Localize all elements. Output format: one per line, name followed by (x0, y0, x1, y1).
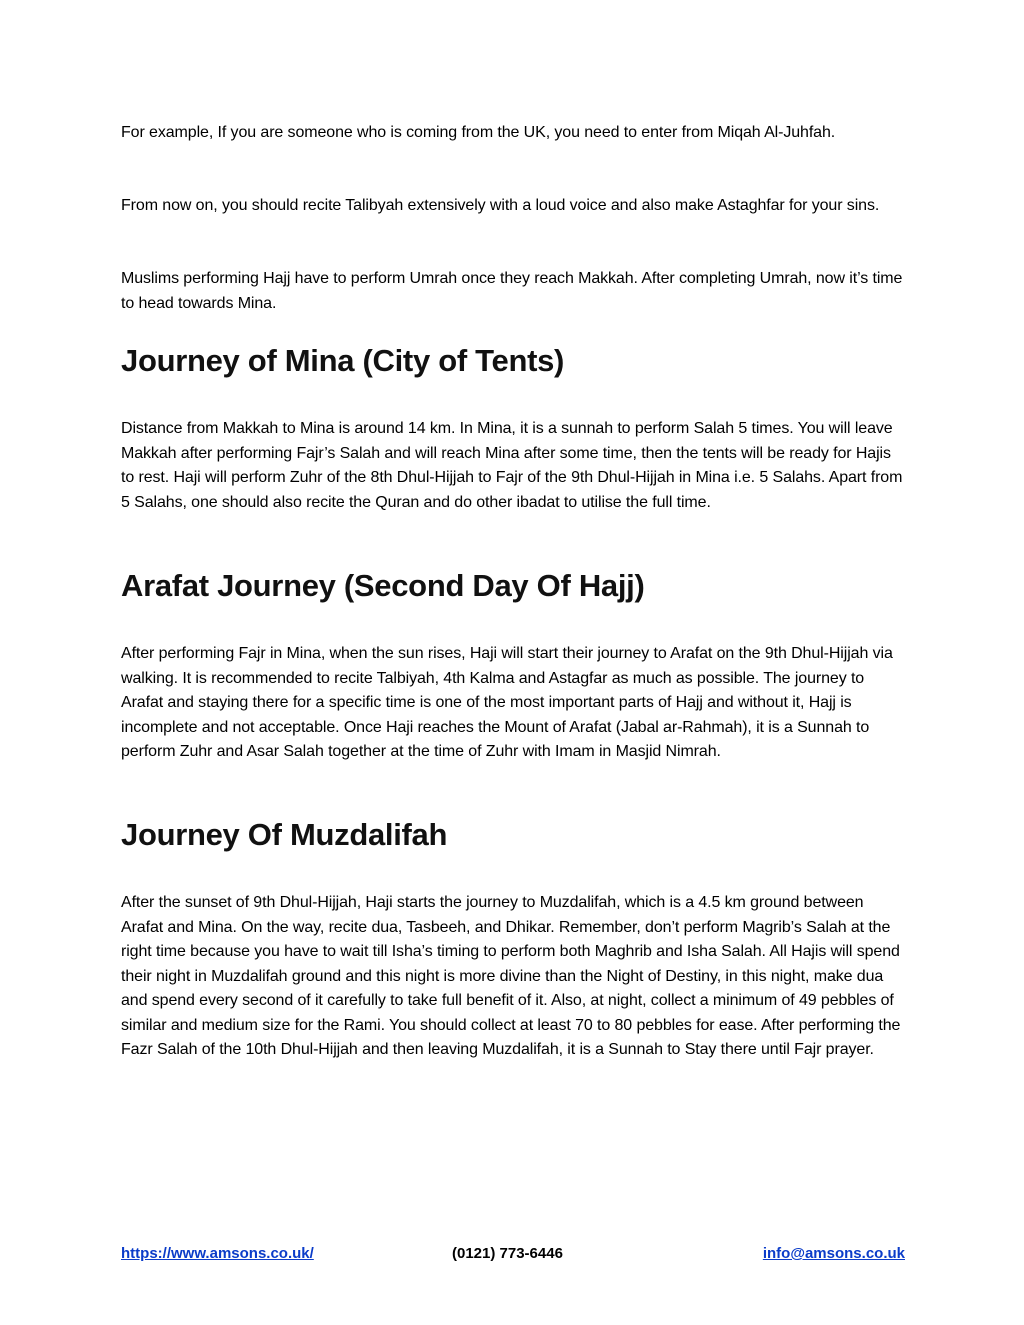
page-footer (121, 1243, 905, 1265)
section-body-muzdalifah: After the sunset of 9th Dhul-Hijjah, Haji starts the journey to Muzdalifah, which is a 4.5 km ground between Arafat and Mina. On the way, recite dua, Tasbeeh, and Dhikar. Remember, don’t perform Magrib’s Salah at the right time because you have to wait till Isha’s timing to perform both Maghrib and Isha Salah. All Hajis will spend their night in Muzdalifah ground and this night is more divine than the Night of Destiny, in this night, make dua and spend every second of it carefully to take full benefit of it. Also, at night, collect a minimum of 49 pebbles of similar and medium size for the Rami. You should collect at least 70 to 80 pebbles for ease. After performing the Fazr Salah of the 10th Dhul-Hijjah and then leaving Muzdalifah, it is a Sunnah to Stay there until Fajr prayer. (121, 894, 901, 1058)
phone-number: (0121) 773-6446 (452, 1245, 563, 1262)
intro-paragraph-1: For example, If you are someone who is coming from the UK, you need to enter from Miqah Al-Juhfah. (121, 124, 836, 141)
intro-paragraph-2: From now on, you should recite Talibyah extensively with a loud voice and also make Astaghfar for your sins. (121, 197, 880, 214)
section-body-mina: Distance from Makkah to Mina is around 14 km. In Mina, it is a sunnah to perform Salah 5 times. You will leave Makkah after performing Fajr’s Salah and will reach Mina after some time, then the tents will be ready for Hajis to rest. Haji will perform Zuhr of the 8th Dhul-Hijjah to Fajr of the 9th Dhul-Hijjah in Mina i.e. 5 Salahs. Apart from 5 Salahs, one should also recite the Quran and do other ibadat to utilise the full time. (121, 420, 903, 511)
section-heading-arafat: Arafat Journey (Second Day Of Hajj) (121, 568, 645, 603)
section-heading-muzdalifah: Journey Of Muzdalifah (121, 817, 448, 852)
section-body-arafat: After performing Fajr in Mina, when the sun rises, Haji will start their journey to Arafat on the 9th Dhul-Hijjah via walking. It is recommended to recite Talbiyah, 4th Kalma and Astagfar as much as possible. The journey to Arafat and staying there for a specific time is one of the most important parts of Hajj and without it, Hajj is incomplete and not acceptable. Once Haji reaches the Mount of Arafat (Jabal ar-Rahmah), it is a Sunnah to perform Zuhr and Asar Salah together at the time of Zuhr with Imam in Masjid Nimrah. (121, 645, 893, 760)
website-link[interactable]: https://www.amsons.co.uk/ (121, 1245, 314, 1262)
intro-paragraph-3: Muslims performing Hajj have to perform Umrah once they reach Makkah. After completing Umrah, now it’s time to head towards Mina. (121, 270, 903, 312)
section-heading-mina: Journey of Mina (City of Tents) (121, 343, 565, 378)
email-link[interactable]: info@amsons.co.uk (762, 1245, 905, 1262)
